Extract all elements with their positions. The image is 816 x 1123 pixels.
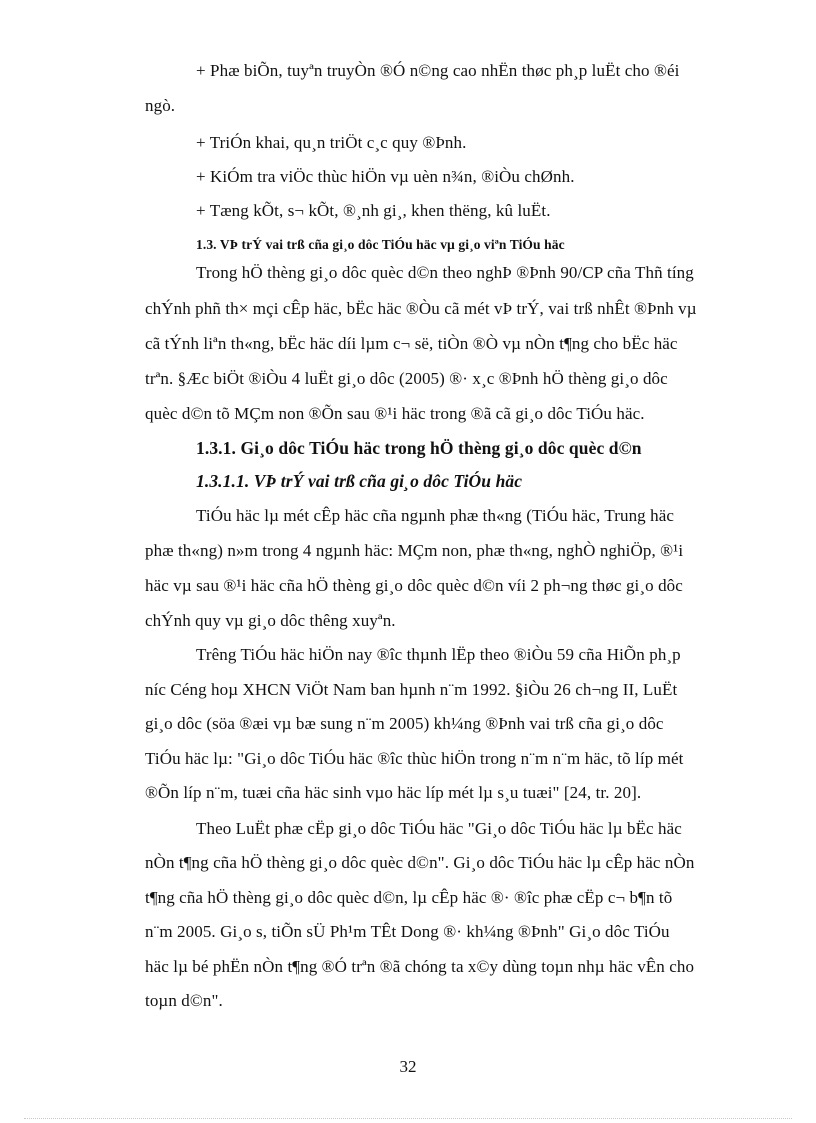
subsubsection-heading: 1.3.1.1. VÞ trÝ vai trß cña gi¸o dôc TiÓu häc [196,471,523,491]
paragraph-line: nÒn t¶ng cña hÖ thèng gi¸o dôc quèc d©n". Gi¸o dôc TiÓu häc lµ cÊp häc nÒn [145,853,695,872]
paragraph-line: Theo LuËt phæ cËp gi¸o dôc TiÓu häc "Gi¸o dôc TiÓu häc lµ bËc häc [196,819,682,838]
paragraph-line: chÝnh quy vµ gi¸o dôc thêng xuyªn. [145,611,396,630]
paragraph-line: n¨m 2005. Gi¸o s, tiÕn sÜ Ph¹m TÊt Dong ®· kh¼ng ®Þnh" Gi¸o dôc TiÓu [145,922,670,941]
bullet-line: + Tæng kÕt, s¬ kÕt, ®¸nh gi¸, khen thëng, kû luËt. [196,201,551,220]
paragraph-line: Trêng TiÓu häc hiÖn nay ®îc thµnh lËp theo ®iÒu 59 cña HiÕn ph¸p [196,645,681,664]
paragraph-line: toµn d©n". [145,991,223,1010]
paragraph-line: níc Céng hoµ XHCN ViÖt Nam ban hµnh n¨m 1992. §iÒu 26 ch¬ng II, LuËt [145,680,678,699]
bullet-line: + KiÓm tra viÖc thùc hiÖn vµ uèn n¾n, ®iÒu chØnh. [196,167,575,186]
paragraph-line: Trong hÖ thèng gi¸o dôc quèc d©n theo nghÞ ®Þnh 90/CP cña Thñ tíng [196,263,694,282]
paragraph-line: gi¸o dôc (söa ®æi vµ bæ sung n¨m 2005) kh¼ng ®Þnh vai trß cña gi¸o dôc [145,714,664,733]
paragraph-line: häc lµ bé phËn nÒn t¶ng ®Ó trªn ®ã chóng ta x©y dùng toµn nhµ häc vÊn cho [145,957,695,976]
subsection-heading: 1.3.1. Gi¸o dôc TiÓu häc trong hÖ thèng gi¸o dôc quèc d©n [196,438,642,458]
paragraph-line: cã tÝnh liªn th«ng, bËc häc díi lµm c¬ së, tiÒn ®Ò vµ nÒn t¶ng cho bËc häc [145,334,678,353]
footer-divider [24,1118,792,1119]
bullet-line: + Phæ biÕn, tuyªn truyÒn ®Ó n©ng cao nhËn thøc ph¸p luËt cho ®éi [196,61,680,80]
paragraph-line: quèc d©n tõ MÇm non ®Õn sau ®¹i häc trong ®ã cã gi¸o dôc TiÓu häc. [145,404,645,423]
paragraph-line: t¶ng cña hÖ thèng gi¸o dôc quèc d©n, lµ cÊp häc ®· ®îc phæ cËp c¬ b¶n tõ [145,888,673,907]
paragraph-line: trªn. §Æc biÖt ®iÒu 4 luËt gi¸o dôc (2005) ®· x¸c ®Þnh hÖ thèng gi¸o dôc [145,369,668,388]
page-number: 32 [399,1057,417,1076]
paragraph-line: chÝnh phñ th× mçi cÊp häc, bËc häc ®Òu cã mét vÞ trÝ, vai trß nhÊt ®Þnh vµ [145,299,697,318]
paragraph-line: ®Õn líp n¨m, tuæi cña häc sinh vµo häc líp mét lµ s¸u tuæi" [24, tr. 20]. [145,783,642,802]
paragraph-line: TiÓu häc lµ mét cÊp häc cña ngµnh phæ th«ng (TiÓu häc, Trung häc [196,506,675,525]
paragraph-line: phæ th«ng) n»m trong 4 ngµnh häc: MÇm non, phæ th«ng, nghÒ nghiÖp, ®¹i [145,541,684,560]
section-heading: 1.3. VÞ trÝ vai trß cña gi¸o dôc TiÓu häc vµ gi¸o viªn TiÓu häc [196,237,565,252]
text-line: ngò. [145,96,176,115]
paragraph-line: häc vµ sau ®¹i häc cña hÖ thèng gi¸o dôc quèc d©n víi 2 ph¬ng thøc gi¸o dôc [145,576,683,595]
bullet-line: + TriÓn khai, qu¸n triÖt c¸c quy ®Þnh. [196,133,467,152]
paragraph-line: TiÓu häc lµ: "Gi¸o dôc TiÓu häc ®îc thùc hiÖn trong n¨m n¨m häc, tõ líp mét [145,749,684,768]
